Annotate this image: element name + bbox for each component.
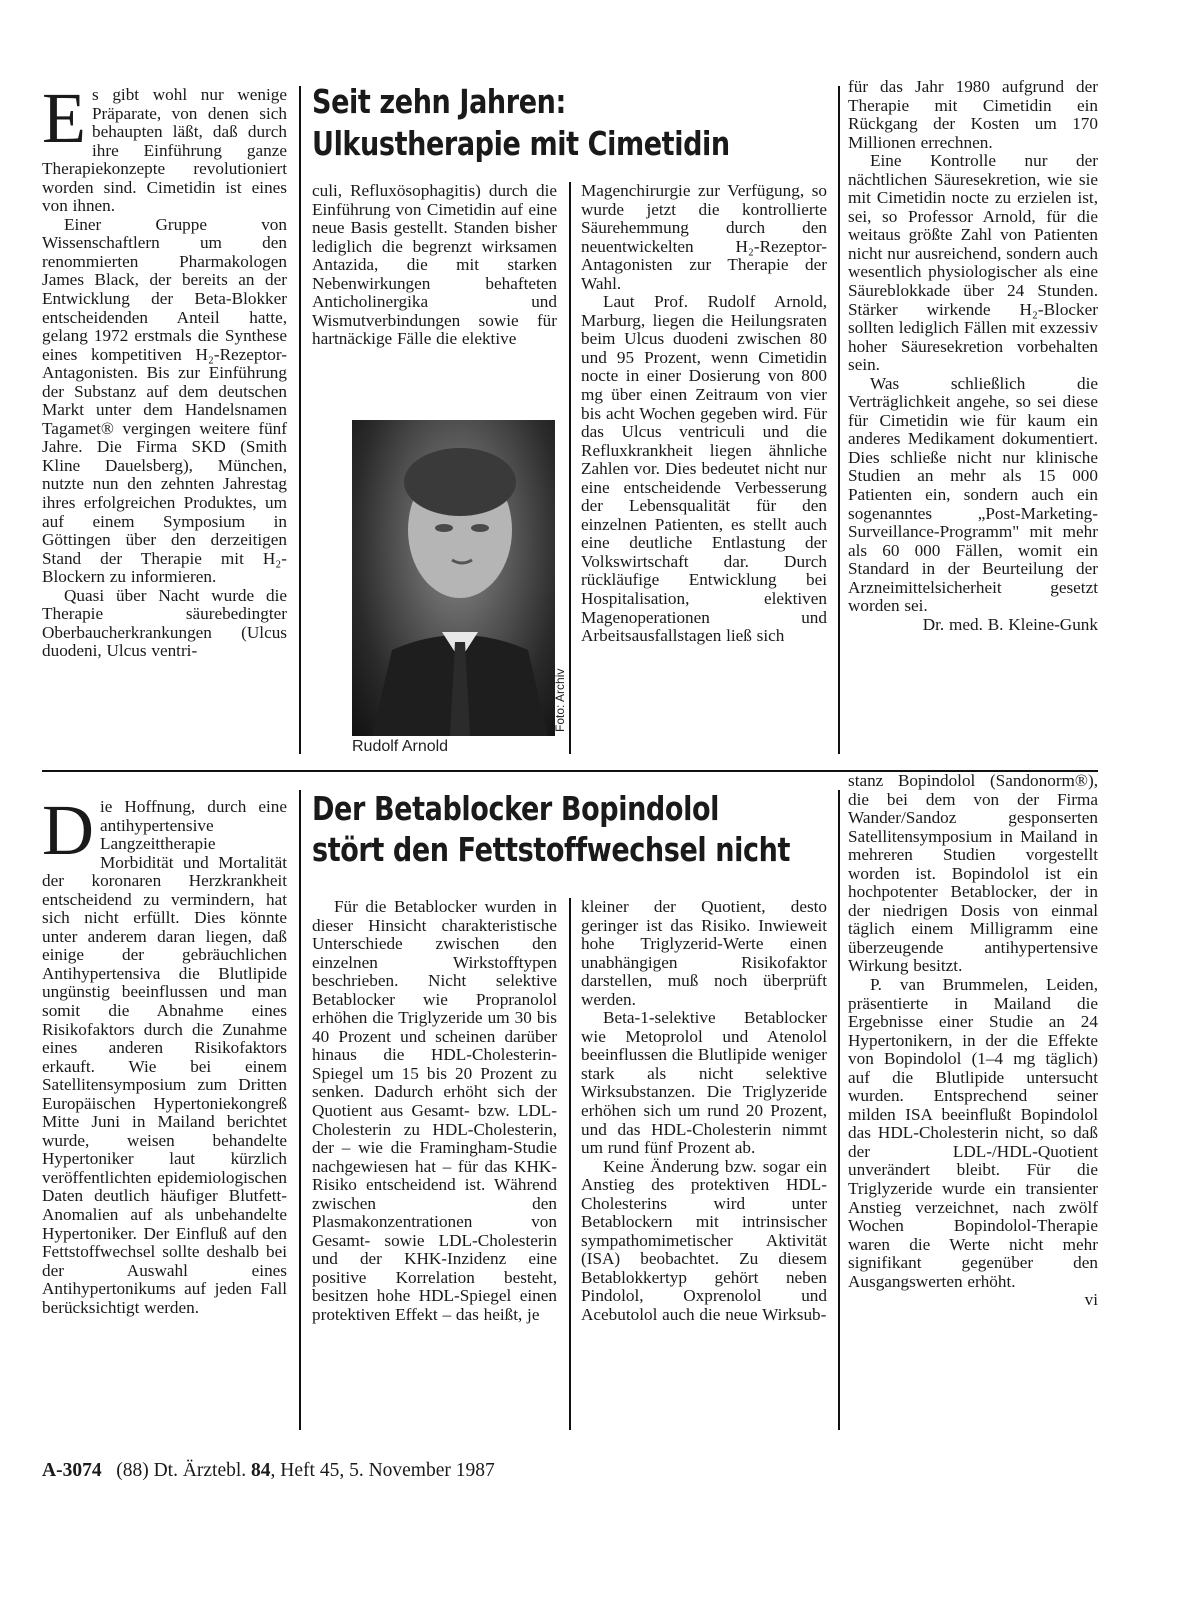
article2-paragraph: stanz Bopindolol (Sandonorm®), die bei dem von der Firma Wander/Sandoz gesponserten Satellitensymposium in Mailand in mehreren Studien vorgestellt worden ist. Bopindolol ist ein hochpotenter Betablocker, der in der niedrigen Dosis von einmal täglich einem Milligramm eine überzeugende antihypertensive Wirkung besitzt. bbox=[848, 771, 1098, 976]
portrait-silhouette bbox=[352, 420, 555, 736]
article1-paragraph: Was schließlich die Verträglichkeit angehe, so sei diese für Cimetidin wie für kaum ein anderes Medikament dokumentiert. Dies schließe nicht nur klinische Studien an mehr als 15 000 Patienten ein, sondern auch ein sogenanntes „Post-Marketing-Surveillance-Programm" mit mehr als 60 000 Fällen, womit ein Standard in der Beurteilung der Arzneimittelsicherheit gesetzt worden sei. bbox=[848, 373, 1098, 616]
article2-paragraph: P. van Brummelen, Leiden, präsentierte in Mailand die Ergebnisse einer Studie an 24 Hypertonikern, in der die Effekte von Bopindolol (1–4 mg täglich) auf die Blutlipide untersucht wurden. Entsprechend seiner milden ISA beeinflußt Bopindolol das HDL-Cholesterin nicht, so daß der LDL-/HDL-Quotient unverändert bleibt. Für die Triglyzeride wurde ein transienter Anstieg verzeichnet, nach zwölf Wochen Bopindolol-Therapie waren die Werte nicht mehr signifikant gegenüber den Ausgangswerten erhöht. bbox=[848, 975, 1098, 1291]
article2-column-1 bbox=[42, 790, 287, 1317]
article1-column-1 bbox=[42, 78, 287, 661]
page-footer bbox=[42, 1460, 495, 1482]
article1-paragraph: für das Jahr 1980 aufgrund der Therapie mit Cimetidin ein Rückgang der Kosten um 170 Millionen errechnen. bbox=[848, 77, 1098, 152]
article1-paragraph: Einer Gruppe von Wissenschaftlern um den renommierten Pharmakologen James Black, der bereits an der Entwicklung der Beta-Blokker entscheidenden Anteil hatte, gelang 1972 erstmals die Synthese eines kompetitiven H₂-Rezeptor-Antagonisten. Bis zur Einführung der Substanz auf dem deutschen Markt unter dem Handelsnamen Tagamet® vergingen weitere fünf Jahre. Die Firma SKD (Smith Kline Dauelsberg), München, nutzte nun den zehnten Jahrestag ihres erfolgreichen Produktes, um auf einem Symposium in Göttingen über den derzeitigen Stand der Therapie mit H₂-Blockern zu informieren. bbox=[42, 214, 287, 587]
article1-dropcap: E bbox=[42, 78, 86, 158]
article1-paragraph: Magenchirurgie zur Verfügung, so wurde jetzt die kontrollierte Säurehemmung durch den neuentwickelten H₂-Rezeptor-Antagonisten zur Therapie der Wahl. bbox=[581, 181, 827, 293]
column-rule bbox=[569, 182, 571, 754]
article2-headline-line2: stört den Fettstoffwechsel nicht bbox=[312, 830, 791, 869]
column-rule bbox=[299, 790, 301, 1430]
photo-credit: Foto: Archiv bbox=[553, 668, 567, 732]
article2-paragraph: Für die Betablocker wurden in dieser Hinsicht charakteristische Unterschiede zwischen den einzelnen Wirkstofftypen beschrieben. Nicht selektive Betablocker wie Propranolol erhöhen die Triglyzeride um 30 bis 40 Prozent und scheinen darüber hinaus die HDL-Cholesterin-Spiegel um 15 bis 20 Prozent zu senken. Dadurch erhöht sich der Quotient aus Gesamt- bzw. LDL-Cholesterin zu HDL-Cholesterin, der – wie die Framingham-Studie nachgewiesen hat – für das KHK-Risiko entscheidend ist. Während zwischen den Plasmakonzentrationen von Gesamt- sowie LDL-Cholesterin und der KHK-Inzidenz eine positive Korrelation besteht, besitzen hohe HDL-Spiegel einen protektiven Effekt – das heißt, je bbox=[312, 897, 557, 1325]
article1-author: Dr. med. B. Kleine-Gunk bbox=[922, 614, 1098, 634]
column-rule bbox=[838, 790, 840, 1430]
article1-paragraph: Laut Prof. Rudolf Arnold, Marburg, liegen die Heilungsraten beim Ulcus duodeni zwischen 80 und 95 Prozent, wenn Cimetidin nocte in einer Dosierung von 800 mg über einen Zeitraum von vier bis acht Wochen gegeben wird. Für das Ulcus ventriculi und die Refluxkrankheit liegen ähnliche Zahlen vor. Dies bedeutet nicht nur eine entscheidende Verbesserung der Lebensqualität für den einzelnen Patienten, es stellt auch eine deutliche Entlastung der Volkswirtschaft dar. Durch rückläufige Entwicklung bei Hospitalisation, elektiven Magenoperationen und Arbeitsausfallstagen ließ sich bbox=[581, 292, 827, 646]
page-code: A-3074 bbox=[42, 1460, 102, 1481]
article1-paragraph: Eine Kontrolle nur der nächtlichen Säuresekretion, wie sie mit Cimetidin nocte zu erzielen ist, sei, so Professor Arnold, für die weitaus größte Zahl von Patienten nicht nur ausreichend, sondern auch wesentlich physiologischer als eine Säureblokkade über 24 Stunden. Stärker wirkende H₂-Blocker sollten lediglich Fällen mit exzessiv hoher Säuresekretion vorbehalten sein. bbox=[848, 151, 1098, 375]
journal-volume: 84 bbox=[251, 1460, 271, 1481]
journal-reference: (88) Dt. Ärztebl. bbox=[116, 1460, 247, 1481]
article2-column-3 bbox=[581, 898, 827, 1325]
article2-paragraph: ie Hoffnung, durch eine antihypertensive Langzeittherapie Morbidität und Mortalität der koronaren Herzkrankheit entscheidend zu vermindern, hat sich nicht erfüllt. Dies könnte unter anderem daran liegen, daß einige der gebräuchlichen Antihypertensiva die Blutlipide ungünstig beeinflussen und man somit die Abnahme eines Risikofaktors durch die Zunahme eines anderen Risikofaktors erkauft. Wie bei einem Satellitensymposium zum Dritten Europäischen Hypertoniekongreß Mitte Juni in Mailand berichtet wurde, weisen behandelte Hypertoniker laut kürzlich veröffentlichten epidemiologischen Daten deutlich häufiger Blutfett-Anomalien auf als unbehandelte Hypertoniker. Der Einfluß auf den Fettstoffwechsel sollte deshalb bei der Auswahl eines Antihypertonikums auf jeden Fall berücksichtigt werden. bbox=[42, 797, 287, 1317]
article1-paragraph: culi, Refluxösophagitis) durch die Einführung von Cimetidin auf eine neue Basis gestellt. Standen bisher lediglich die begrenzt wirksamen Antazida, die mit starken Nebenwirkungen behafteten Anticholinergika und Wismutverbindungen sowie für hartnäckige Fälle die elektive bbox=[312, 181, 557, 349]
article1-column-2 bbox=[312, 182, 557, 349]
article1-paragraph: s gibt wohl nur wenige Präparate, von denen sich behaupten läßt, daß durch ihre Einführung ganze Therapiekonzepte revolutioniert worden sind. Cimetidin ist eines von ihnen. bbox=[42, 85, 287, 216]
portrait-photo bbox=[352, 420, 555, 736]
article1-column-3 bbox=[581, 182, 827, 646]
article2-column-2 bbox=[312, 898, 557, 1325]
article2-paragraph: Keine Änderung bzw. sogar ein Anstieg des protektiven HDL-Cholesterins wird unter Betablockern mit intrinsischer sympathomimetischer Aktivität (ISA) beobachtet. Zu diesem Betablokkertyp gehört neben Pindolol, Oxprenolol und Acebutolol auch die neue Wirksub- bbox=[581, 1156, 827, 1325]
photo-caption: Rudolf Arnold bbox=[352, 738, 449, 755]
column-rule bbox=[838, 86, 840, 754]
article2-paragraph: Beta-1-selektive Betablocker wie Metoprolol und Atenolol beeinflussen die Blutlipide weniger stark als nicht selektive Wirksubstanzen. Die Triglyzeride erhöhen sich um rund 20 Prozent, und das HDL-Cholesterin nimmt um rund fünf Prozent ab. bbox=[581, 1008, 827, 1158]
article2-headline-line1: Der Betablocker Bopindolol bbox=[312, 789, 719, 828]
article1-headline-line2: Ulkustherapie mit Cimetidin bbox=[312, 124, 730, 163]
article1-headline-line1: Seit zehn Jahren: bbox=[312, 82, 566, 121]
article2-author-initials: vi bbox=[1084, 1290, 1098, 1310]
column-rule bbox=[569, 898, 571, 1430]
article1-paragraph: Quasi über Nacht wurde die Therapie säurebedingter Oberbaucherkrankungen (Ulcus duodeni, Ulcus ventri- bbox=[42, 585, 287, 661]
column-rule bbox=[299, 86, 301, 754]
article1-column-4 bbox=[848, 78, 1098, 634]
article2-dropcap: D bbox=[42, 790, 94, 870]
article2-column-4 bbox=[848, 772, 1098, 1310]
article2-paragraph: kleiner der Quotient, desto geringer ist das Risiko. Inwieweit hohe Triglyzerid-Werte einen unabhängigen Risikofaktor darstellen, muß noch überprüft werden. bbox=[581, 897, 827, 1009]
issue-date: , Heft 45, 5. November 1987 bbox=[270, 1460, 495, 1481]
